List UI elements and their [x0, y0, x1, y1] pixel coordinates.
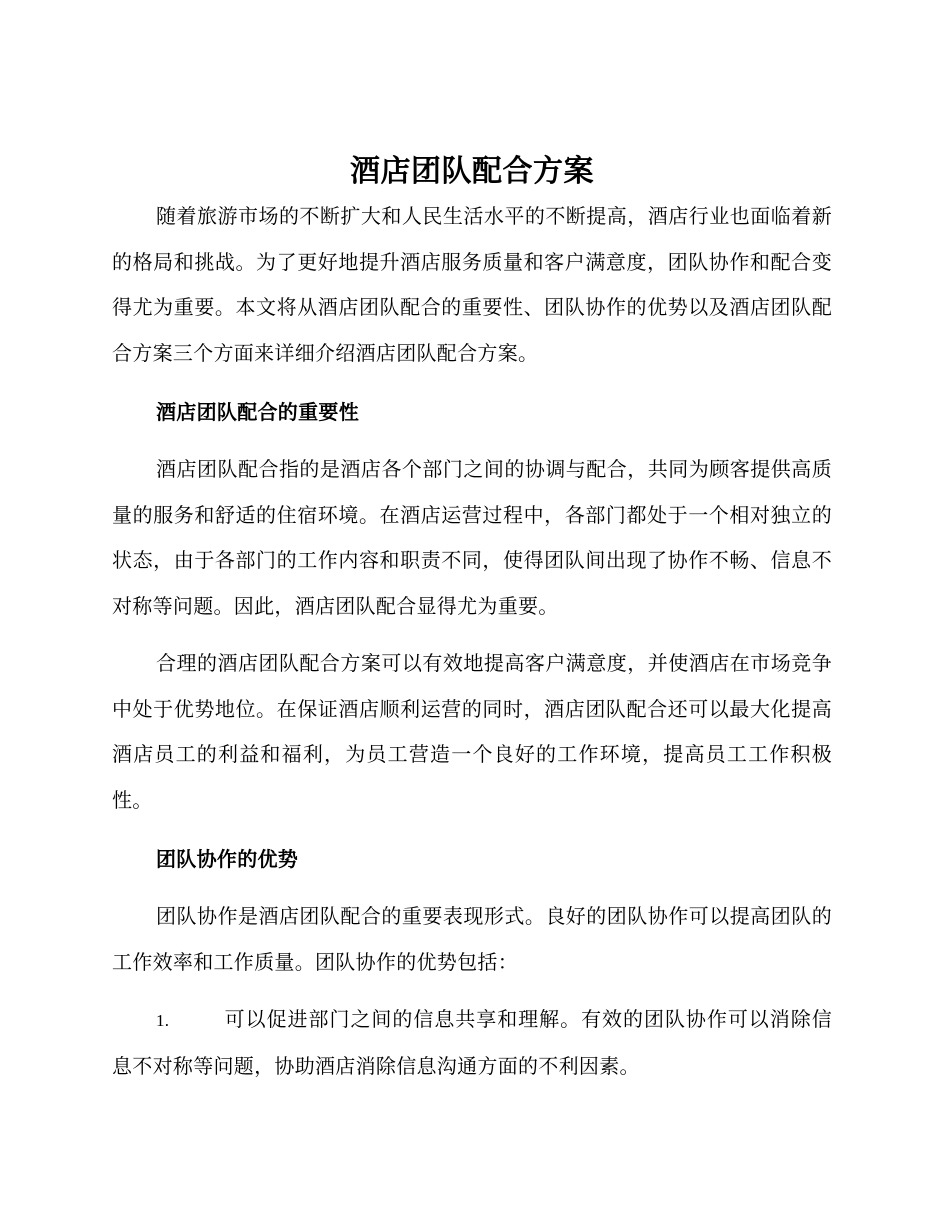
- importance-paragraph-1: 酒店团队配合指的是酒店各个部门之间的协调与配合，共同为顾客提供高质量的服务和舒适的住宿环境。在酒店运营过程中，各部门都处于一个相对独立的状态，由于各部门的工作内容和职责不同，使得团队间出现了协作不畅、信息不对称等问题。因此，酒店团队配合显得尤为重要。: [112, 457, 832, 618]
- document-page: [112, 150, 832, 1089]
- advantages-paragraph-1: 团队协作是酒店团队配合的重要表现形式。良好的团队协作可以提高团队的工作效率和工作质量。团队协作的优势包括：: [112, 904, 832, 974]
- importance-paragraph-2: 合理的酒店团队配合方案可以有效地提高客户满意度，并使酒店在市场竞争中处于优势地位。在保证酒店顺利运营的同时，酒店团队配合还可以最大化提高酒店员工的利益和福利，为员工营造一个良好的工作环境，提高员工工作积极性。: [112, 651, 832, 812]
- list-item-text: 可以促进部门之间的信息共享和理解。有效的团队协作可以消除信息不对称等问题，协助酒店消除信息沟通方面的不利因素。: [112, 1007, 832, 1078]
- intro-paragraph: 随着旅游市场的不断扩大和人民生活水平的不断提高，酒店行业也面临着新的格局和挑战。为了更好地提升酒店服务质量和客户满意度，团队协作和配合变得尤为重要。本文将从酒店团队配合的重要性、团队协作的优势以及酒店团队配合方案三个方面来详细介绍酒店团队配合方案。: [112, 204, 832, 365]
- spacer: [112, 376, 832, 390]
- section-heading-importance: 酒店团队配合的重要性: [156, 400, 359, 424]
- section-heading-advantages: 团队协作的优势: [156, 847, 299, 871]
- list-item-number: 1.: [156, 1011, 170, 1030]
- document-title: 酒店团队配合方案: [350, 154, 594, 189]
- spacer: [112, 985, 832, 997]
- spacer: [112, 882, 832, 894]
- spacer: [112, 823, 832, 837]
- list-item: [112, 997, 832, 1089]
- spacer: [112, 435, 832, 447]
- spacer: [112, 629, 832, 641]
